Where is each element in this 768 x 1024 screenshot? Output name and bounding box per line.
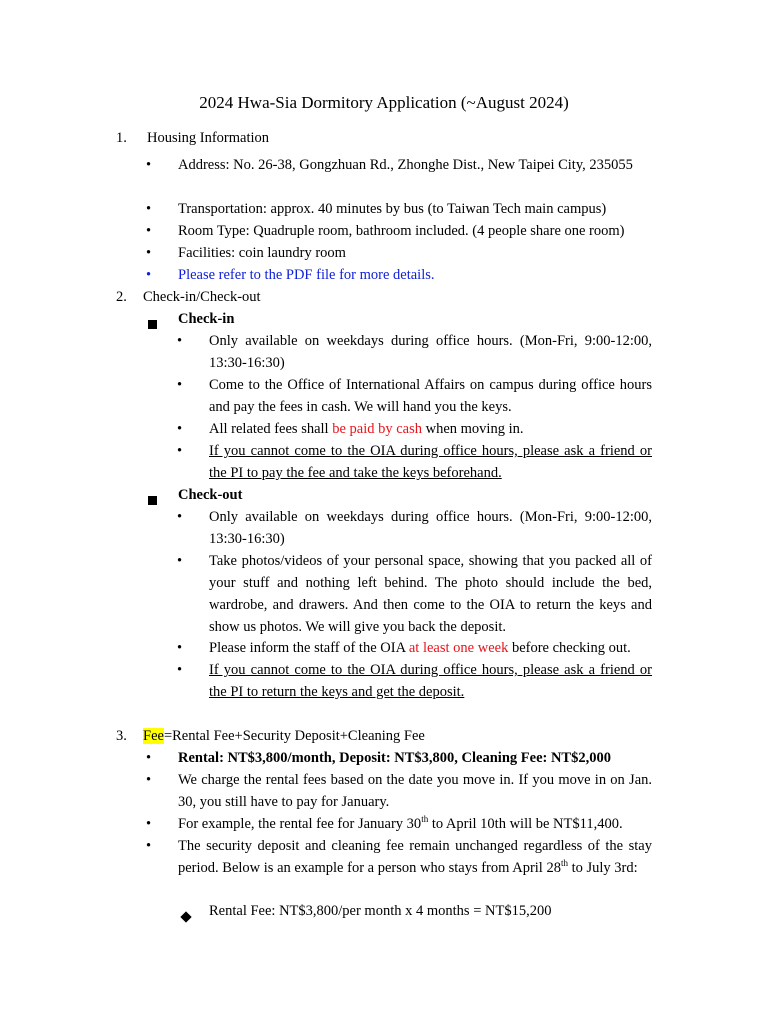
bullet-icon: • (177, 509, 183, 525)
checkin-proxy-note: If you cannot come to the OIA during office hours, please ask a friend or the PI to pay the fee and take the keys beforehand. (209, 443, 652, 481)
superscript: th (560, 858, 568, 869)
room-type-text: Room Type: Quadruple room, bathroom included. (4 people share one room) (178, 223, 625, 239)
checkout-heading (146, 484, 446, 506)
bullet-icon: • (146, 816, 152, 832)
square-bullet-icon (148, 320, 157, 329)
bullet-icon: • (146, 772, 152, 788)
list-item (146, 835, 652, 879)
bullet-icon: • (177, 333, 183, 349)
superscript: th (421, 814, 429, 825)
highlight-red-text: at least one week (408, 640, 509, 656)
text-span: to July 3rd: (567, 860, 638, 876)
checkin-heading (146, 308, 446, 330)
checkout-procedure-text: Take photos/videos of your personal space, showing that you packed all of your stuff and nothing left behind. The photo should include the bed, wardrobe, and drawers. And then come to the OIA to return the keys and show us photos. We will give you back the deposit. (209, 553, 652, 635)
section-number: 3. (116, 728, 127, 744)
list-item (146, 769, 652, 813)
list-item (180, 900, 652, 922)
bullet-icon: • (177, 553, 183, 569)
pdf-reference-text: Please refer to the PDF file for more details. (178, 267, 435, 283)
rental-policy-text: We charge the rental fees based on the date you move in. If you move in on Jan. 30, you still have to pay for January. (178, 772, 652, 810)
list-item (177, 440, 652, 484)
text-span: to April 10th will be NT$11,400. (428, 816, 623, 832)
address-text: Address: No. 26-38, Gongzhuan Rd., Zhonghe Dist., New Taipei City, 235055 (178, 157, 633, 173)
bullet-icon: • (177, 421, 183, 437)
bullet-icon: • (146, 223, 152, 239)
bullet-icon: • (177, 640, 183, 656)
bullet-icon: • (146, 267, 152, 283)
bullet-icon: • (146, 201, 152, 217)
text-span: when moving in. (422, 421, 524, 437)
bullet-icon: • (177, 662, 183, 678)
bullet-icon: • (146, 838, 152, 854)
list-item (177, 659, 652, 703)
page-title: 2024 Hwa-Sia Dormitory Application (~August 2024) (199, 93, 569, 112)
list-item (146, 198, 652, 220)
square-bullet-icon (148, 496, 157, 505)
list-item (177, 418, 652, 440)
rental-example-text (178, 813, 652, 835)
checkout-notice-text (209, 637, 652, 659)
text-span: For example, the rental fee for January 30 (178, 816, 422, 832)
list-item (177, 550, 652, 638)
facilities-text: Facilities: coin laundry room (178, 245, 346, 261)
list-item (146, 154, 652, 176)
deposit-policy-text (178, 835, 652, 879)
section-title: Housing Information (147, 130, 270, 146)
checkin-hours-text: Only available on weekdays during office hours. (Mon-Fri, 9:00-12:00, 13:30-16:30) (209, 333, 652, 371)
section-number: 2. (116, 289, 127, 305)
list-item (177, 330, 652, 374)
bullet-icon: • (146, 750, 152, 766)
bullet-icon: • (146, 157, 152, 173)
fee-summary-text: Rental: NT$3,800/month, Deposit: NT$3,800, Cleaning Fee: NT$2,000 (178, 750, 611, 766)
checkin-payment-text (209, 418, 652, 440)
bullet-icon: • (177, 443, 183, 459)
transportation-text: Transportation: approx. 40 minutes by bus (to Taiwan Tech main campus) (178, 201, 607, 217)
checkin-procedure-text: Come to the Office of International Affairs on campus during office hours and pay the fees in cash. We will hand you the keys. (209, 377, 652, 415)
checkout-label: Check-out (178, 487, 243, 503)
text-span: Please inform the staff of the OIA (209, 640, 409, 656)
diamond-bullet-icon (180, 911, 191, 922)
highlighted-fee-label: Fee (143, 728, 164, 744)
list-item (146, 813, 652, 835)
list-item (146, 220, 652, 242)
bullet-icon: • (146, 245, 152, 261)
highlight-red-text: be paid by cash (332, 421, 422, 437)
list-item (177, 637, 652, 659)
rental-calculation-text: Rental Fee: NT$3,800/per month x 4 months = NT$15,200 (209, 903, 552, 919)
checkout-proxy-note: If you cannot come to the OIA during office hours, please ask a friend or the PI to return the keys and get the deposit. (209, 662, 652, 700)
bullet-icon: • (177, 377, 183, 393)
section-title (143, 725, 425, 747)
text-span: The security deposit and cleaning fee remain unchanged regardless of the stay period. Below is an example for a person who stays from April 28 (178, 838, 652, 876)
list-item (177, 506, 652, 550)
list-item (177, 374, 652, 418)
section-number: 1. (116, 130, 127, 146)
text-span: All related fees shall (209, 421, 333, 437)
section-title: Check-in/Check-out (143, 289, 261, 305)
text-span: =Rental Fee+Security Deposit+Cleaning Fee (163, 728, 425, 744)
checkout-hours-text: Only available on weekdays during office hours. (Mon-Fri, 9:00-12:00, 13:30-16:30) (209, 509, 652, 547)
list-item (146, 264, 652, 286)
checkin-label: Check-in (178, 311, 235, 327)
list-item (146, 242, 652, 264)
list-item (146, 747, 652, 769)
text-span: before checking out. (508, 640, 631, 656)
